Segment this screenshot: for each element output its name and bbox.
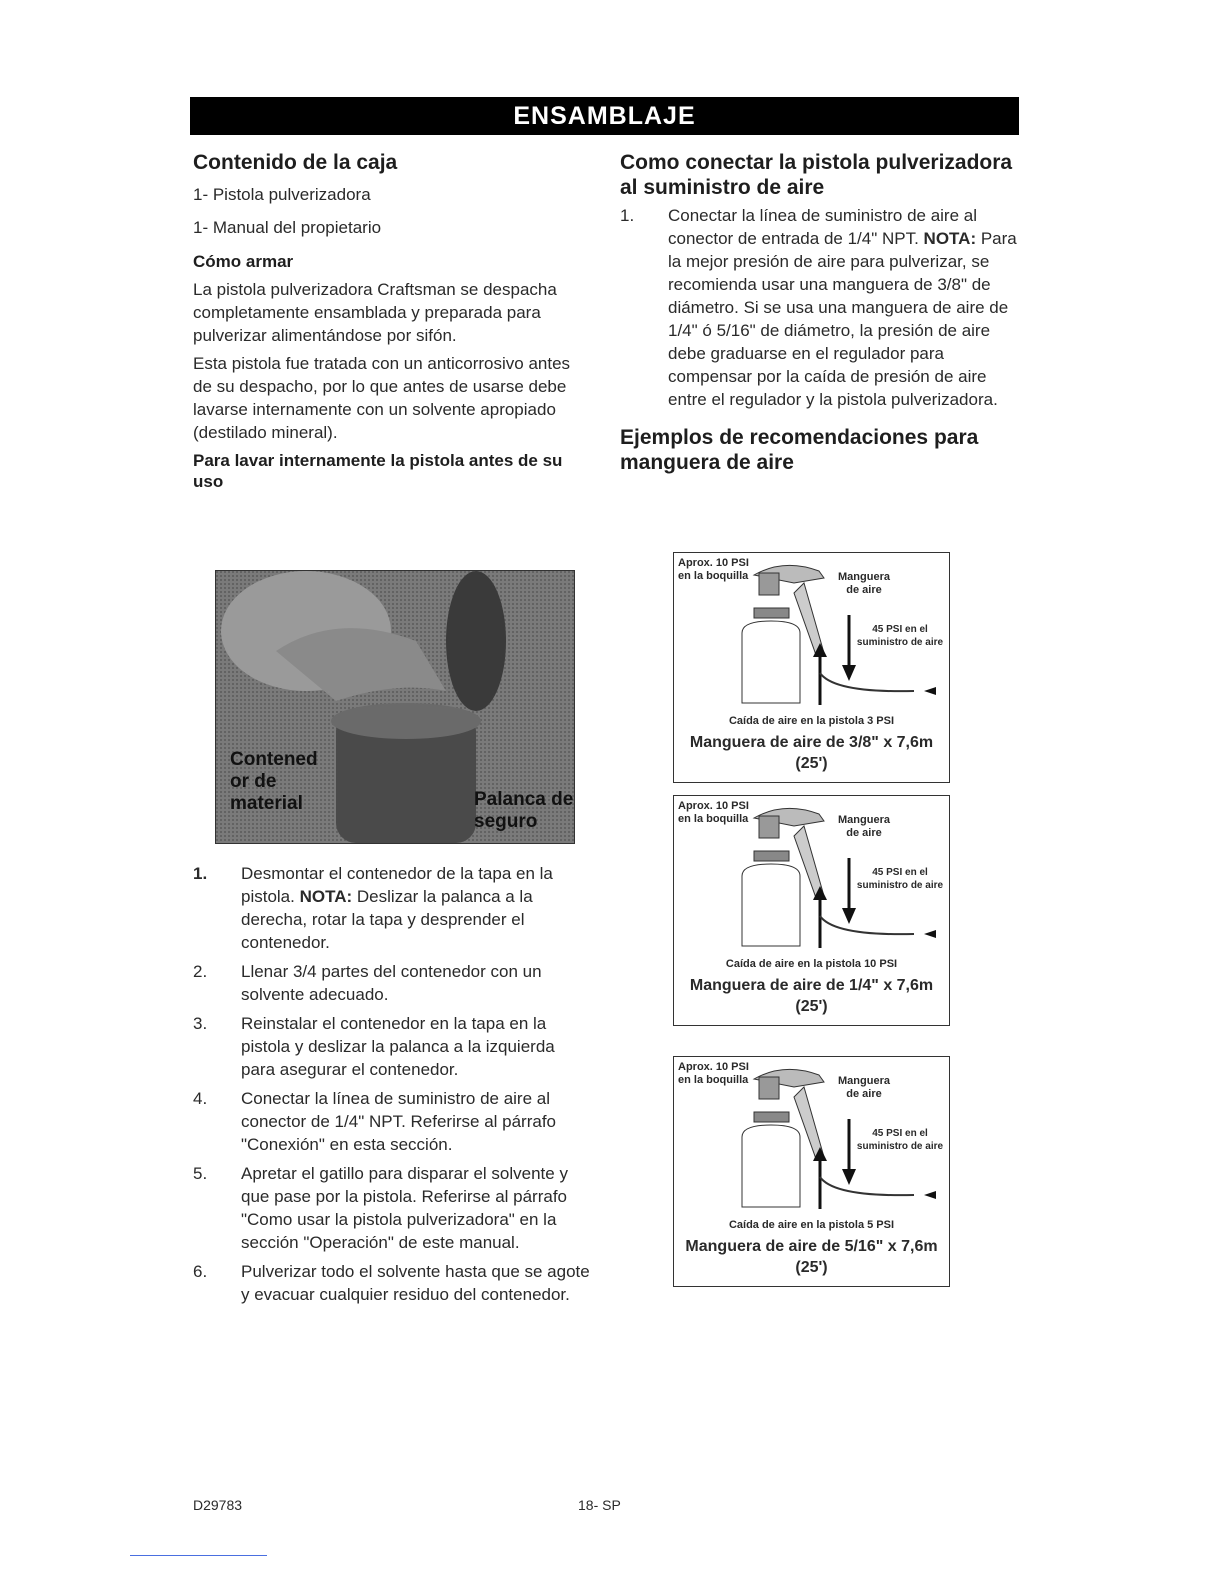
step-text — [241, 862, 593, 954]
step-number: 6. — [193, 1262, 208, 1281]
step-text: Conectar la línea de suministro de aire al conector de 1/4" NPT. Referirse al párrafo "Conexión" en esta sección. — [241, 1089, 557, 1154]
note-text: Deslizar la palanca a la derecha, rotar la tapa y desprender el contenedor. — [241, 887, 533, 952]
step-text: Reinstalar el contenedor en la tapa en la pistola y deslizar la palanca a la izquierda para asegurar el contenedor. — [241, 1014, 555, 1079]
list-item — [620, 204, 1020, 411]
list-item — [193, 960, 593, 1006]
step-number: 2. — [193, 962, 208, 981]
hose-title: Manguera de aire de 3/8" x 7,6m (25') — [689, 734, 934, 772]
wash-steps — [193, 862, 593, 1312]
contents-item: 1- Manual del propietario — [193, 218, 382, 237]
safety-lever-label: Palanca de seguro — [474, 789, 574, 832]
hose-label: Manguera de aire — [838, 1075, 890, 1100]
step-number: 4. — [193, 1089, 208, 1108]
list-item — [193, 1012, 593, 1081]
pressure-drop-label: Caída de aire en la pistola 3 PSI — [728, 715, 895, 727]
note-label: NOTA: — [299, 887, 353, 906]
pressure-drop-label: Caída de aire en la pistola 5 PSI — [728, 1219, 895, 1231]
hose-label: Manguera de aire — [838, 814, 890, 839]
page-number: 18- SP — [578, 1497, 621, 1513]
list-item — [193, 1162, 593, 1254]
link-underline — [130, 1555, 267, 1556]
step-number: 1. — [193, 864, 208, 883]
list-item — [193, 862, 593, 954]
section-banner: ENSAMBLAJE — [190, 97, 1019, 135]
hose-figure-5-16 — [673, 1056, 950, 1287]
hose-figure-3-8 — [673, 552, 950, 783]
list-item — [193, 1260, 593, 1306]
step-body: Conectar la línea de suministro de aire al conector de entrada de 1/4" NPT. — [668, 206, 977, 248]
list-item — [193, 1087, 593, 1156]
note-text: Para la mejor presión de aire para pulverizar, se recomienda usar una manguera de 3/8" de diámetro. Si se usa una manguera de aire de 1/4" ó 5/16" de diámetro, la presión de aire debe graduarse en el regulador para compensar por la caída de presión de aire entre el regulador y la pistola pulverizadora. — [668, 229, 1017, 409]
note-label: NOTA: — [923, 229, 977, 248]
right-column — [620, 150, 1020, 481]
spray-gun-photo — [215, 570, 575, 844]
left-column — [193, 150, 593, 492]
hose-figure-1-4 — [673, 795, 950, 1026]
examples-heading: Ejemplos de recomendaciones para manguera de aire — [620, 426, 979, 474]
figure-area — [674, 1057, 949, 1215]
step-text: Apretar el gatillo para disparar el solvente y que pase por la pistola. Referirse al párrafo "Como usar la pistola pulverizadora" en la sección "Operación" de este manual. — [241, 1164, 568, 1252]
step-text: Pulverizar todo el solvente hasta que se agote y evacuar cualquier residuo del contenedor. — [241, 1262, 590, 1304]
anticorrosive-paragraph: Esta pistola fue tratada con un anticorrosivo antes de su despacho, por lo que antes de usarse debe lavarse internamente con un solvente apropiado (destilado mineral). — [193, 354, 571, 442]
hose-label: Manguera de aire — [838, 571, 890, 596]
box-contents-heading: Contenido de la caja — [193, 151, 398, 174]
step-text — [668, 204, 1020, 411]
supply-pressure-label: 45 PSI en el suministro de aire — [856, 867, 944, 891]
hose-title: Manguera de aire de 1/4" x 7,6m (25') — [689, 977, 934, 1015]
connect-heading: Como conectar la pistola pulverizadora al suministro de aire — [620, 151, 1013, 199]
step-body: Desmontar el contenedor de la tapa en la pistola. — [241, 864, 553, 906]
supply-pressure-label: 45 PSI en el suministro de aire — [856, 624, 944, 648]
assemble-heading: Cómo armar — [193, 252, 294, 271]
contents-item: 1- Pistola pulverizadora — [193, 185, 371, 204]
figure-area — [674, 553, 949, 711]
step-text: Llenar 3/4 partes del contenedor con un solvente adecuado. — [241, 962, 542, 1004]
step-number: 3. — [193, 1014, 208, 1033]
assemble-paragraph: La pistola pulverizadora Craftsman se despacha completamente ensamblada y preparada para pulverizar alimentándose por sifón. — [193, 280, 557, 345]
hose-title: Manguera de aire de 5/16" x 7,6m (25') — [685, 1238, 938, 1276]
wash-heading: Para lavar internamente la pistola antes de su uso — [193, 451, 563, 491]
nozzle-pressure-label: Aprox. 10 PSI en la boquilla — [678, 1061, 749, 1086]
pressure-drop-label: Caída de aire en la pistola 10 PSI — [725, 958, 898, 970]
nozzle-pressure-label: Aprox. 10 PSI en la boquilla — [678, 800, 749, 825]
figure-area — [674, 796, 949, 954]
supply-pressure-label: 45 PSI en el suministro de aire — [856, 1128, 944, 1152]
nozzle-pressure-label: Aprox. 10 PSI en la boquilla — [678, 557, 749, 582]
document-code: D29783 — [193, 1497, 243, 1513]
step-number: 5. — [193, 1164, 208, 1183]
container-label: Contened or de material — [230, 749, 318, 814]
step-number: 1. — [620, 206, 635, 225]
